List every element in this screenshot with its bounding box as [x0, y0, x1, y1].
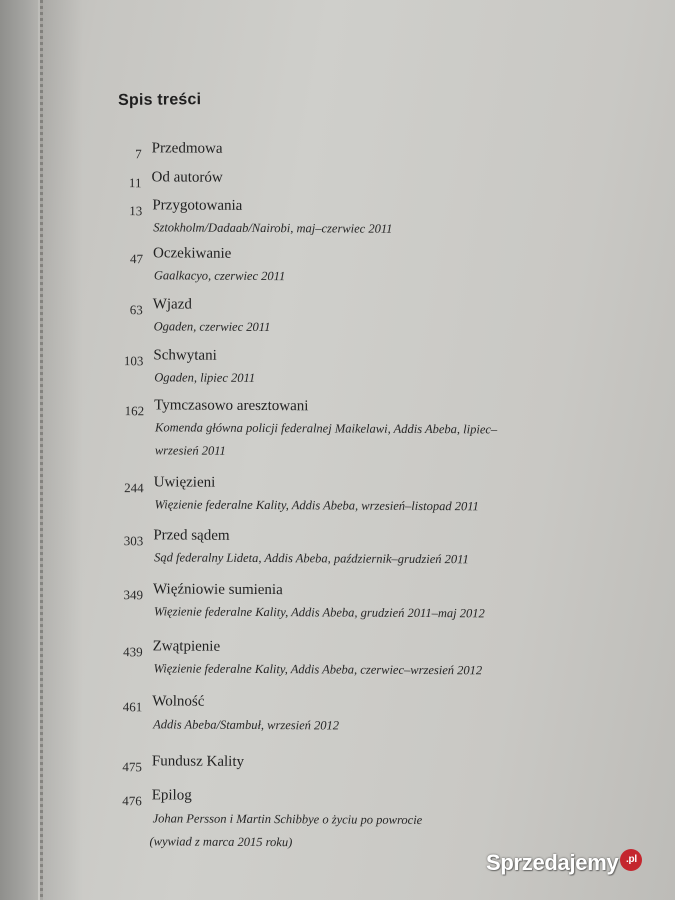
- toc-entry: [0, 526, 672, 567]
- toc-page-number: 244: [124, 480, 144, 496]
- toc-entry: [0, 786, 671, 850]
- toc-entry: [0, 396, 673, 458]
- toc-entry-subtitle: Ogaden, czerwiec 2011: [153, 319, 271, 335]
- toc-entry: [0, 473, 673, 514]
- toc-entry-title: Od autorów: [151, 169, 223, 186]
- toc-entry-title: Więźniowie sumienia: [152, 581, 283, 599]
- toc-page-number: 47: [129, 251, 144, 267]
- toc-page-number: 7: [135, 146, 142, 162]
- watermark-logo: [486, 850, 642, 879]
- toc-entry: [0, 139, 675, 162]
- toc-entry-subtitle: Johan Persson i Martin Schibbye o życiu po powrocie: [152, 811, 423, 827]
- toc-entry: [0, 196, 674, 236]
- toc-entry-subtitle: Sztokholm/Dadaab/Nairobi, maj–czerwiec 2011: [153, 220, 393, 236]
- toc-entry-subtitle: Gaalkacyo, czerwiec 2011: [153, 268, 286, 284]
- toc-entry: [0, 692, 671, 733]
- toc-entry: [0, 580, 672, 621]
- toc-entry-title: Schwytani: [153, 347, 217, 364]
- toc-entry-subtitle-continued: (wywiad z marca 2015 roku): [149, 834, 293, 850]
- toc-entry-subtitle: Więzienie federalne Kality, Addis Abeba, grudzień 2011–maj 2012: [153, 604, 485, 621]
- toc-heading: Spis treści: [118, 91, 202, 109]
- toc-page-number: 349: [123, 587, 144, 603]
- toc-entry-title: Przed sądem: [153, 527, 230, 544]
- toc-page-number: 103: [123, 353, 144, 369]
- toc-entry-title: Tymczasowo aresztowani: [154, 397, 309, 415]
- toc-entry-subtitle: Sąd federalny Lideta, Addis Abeba, październik–grudzień 2011: [154, 550, 469, 567]
- toc-entry: [0, 244, 674, 284]
- toc-entry-subtitle: Więzienie federalne Kality, Addis Abeba, wrzesień–listopad 2011: [154, 497, 479, 514]
- toc-entry-title: Przygotowania: [152, 197, 243, 214]
- toc-page-number: 162: [124, 403, 145, 419]
- toc-entry-subtitle: Ogaden, lipiec 2011: [154, 370, 256, 385]
- toc-entry-subtitle-continued: wrzesień 2011: [154, 443, 226, 458]
- toc-entry: [0, 637, 672, 678]
- toc-entry-subtitle: Więzienie federalne Kality, Addis Abeba, czerwiec–wrzesień 2012: [153, 661, 483, 678]
- toc-entry-title: Zwątpienie: [152, 638, 221, 655]
- toc-entry-subtitle: Addis Abeba/Stambuł, wrzesień 2012: [153, 717, 340, 733]
- toc-entry: [0, 295, 674, 335]
- toc-page-number: 13: [129, 203, 143, 219]
- toc-page-number: 63: [129, 302, 143, 318]
- toc-entry-title: Wolność: [152, 693, 205, 710]
- watermark-badge: .pl: [620, 849, 642, 871]
- toc-entry-title: Epilog: [151, 787, 192, 804]
- toc-page-number: 439: [123, 644, 143, 660]
- toc-entry-subtitle: Komenda główna policji federalnej Maikelawi, Addis Abeba, lipiec–: [154, 420, 498, 437]
- toc-entry: [0, 752, 671, 775]
- toc-page-number: 461: [122, 699, 143, 715]
- toc-entry-title: Oczekiwanie: [153, 245, 232, 262]
- toc-entry-title: Fundusz Kality: [151, 753, 245, 770]
- toc-entry-title: Przedmowa: [151, 140, 223, 157]
- toc-page-number: 11: [128, 175, 142, 191]
- watermark-text: Sprzedajemy: [486, 850, 619, 875]
- toc-entry-title: Wjazd: [152, 296, 192, 313]
- toc-page-number: 303: [123, 533, 144, 549]
- toc-entry: [0, 346, 673, 385]
- toc-entry: [0, 168, 675, 191]
- toc-page-number: 476: [122, 793, 142, 809]
- toc-entry-title: Uwięzieni: [153, 474, 216, 491]
- toc-page-number: 475: [122, 759, 142, 775]
